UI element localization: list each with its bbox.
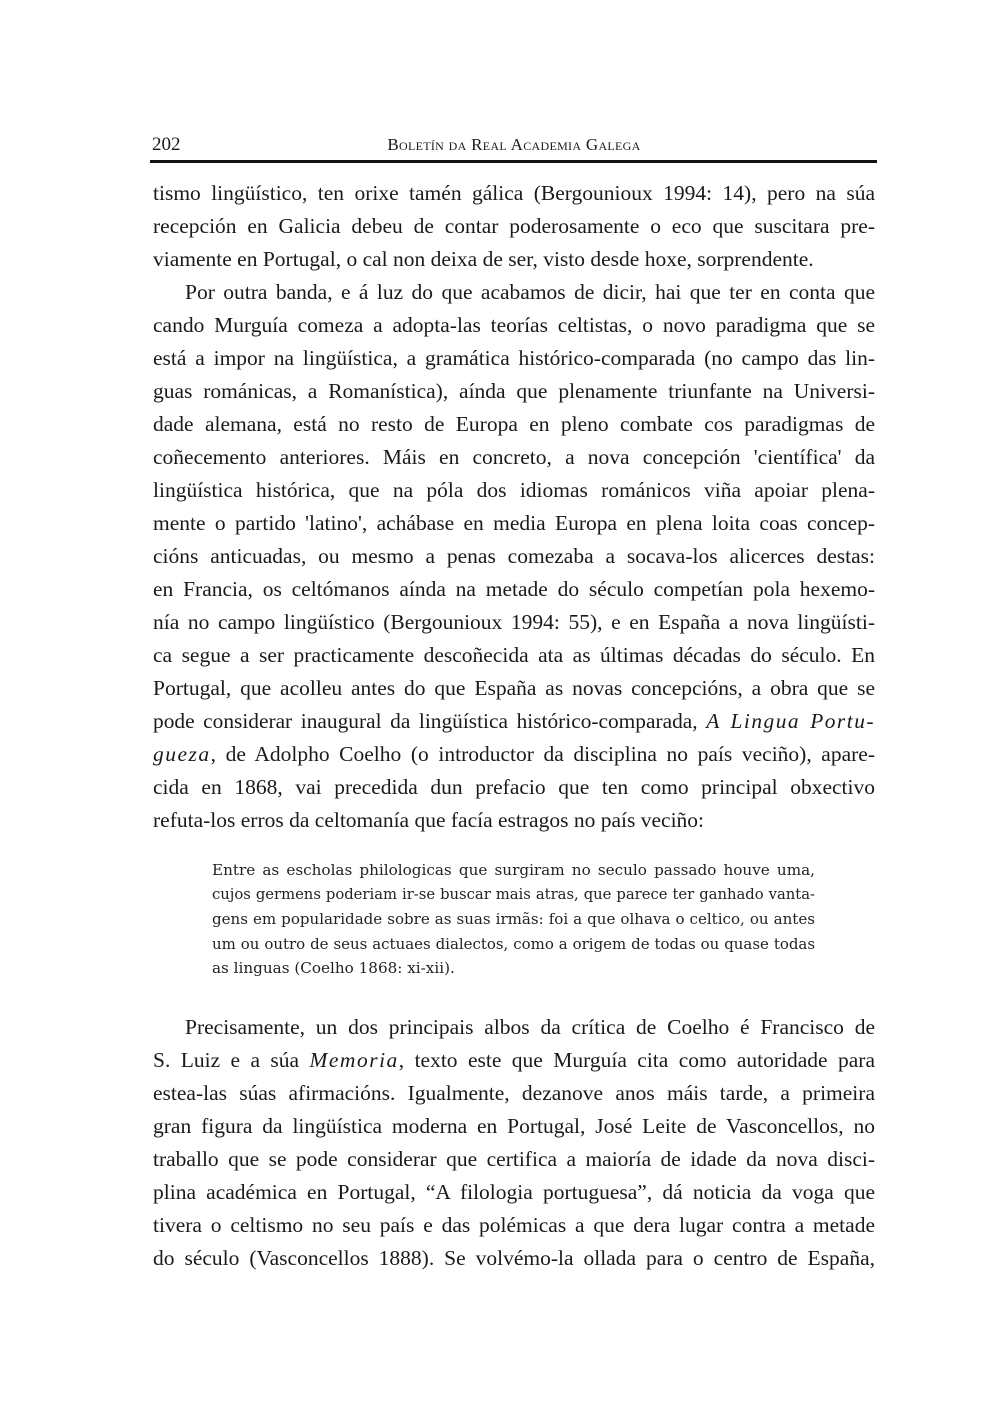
text-line: Precisamente, un dos principais albos da crítica de Coelho é Francisco de: [185, 1015, 875, 1039]
book-title: gueza: [153, 742, 211, 766]
book-title: A Lingua Portu-: [706, 709, 875, 733]
text-line: coñecemento anteriores. Máis en concreto, a nova concepción 'científica' da: [153, 445, 875, 469]
text-line: [153, 705, 875, 738]
text-line: tivera o celtismo no seu país e das polémicas a que dera lugar contra a metade: [153, 1213, 875, 1237]
paragraph-3: [153, 1011, 875, 1275]
paragraph-2: [153, 276, 875, 837]
text-line: ca segue a ser practicamente descoñecida ata as últimas décadas do século. En: [153, 643, 875, 667]
text-line: está a impor na lingüística, a gramática histórico-comparada (no campo das lin-: [153, 346, 875, 370]
quote-line: as linguas (Coelho 1868: xi-xii).: [212, 959, 455, 977]
text-line: dade alemana, está no resto de Europa en pleno combate cos paradigmas de: [153, 412, 875, 436]
body-text: [153, 177, 875, 837]
text-line: [153, 738, 875, 771]
text-run: pode considerar inaugural da lingüística histórico-comparada,: [153, 709, 707, 733]
text-line: Portugal, que acolleu antes do que España as novas concepcións, a obra que se: [153, 676, 875, 700]
book-title: Memoria: [309, 1048, 399, 1072]
text-line: recepción en Galicia debeu de contar poderosamente o eco que suscitara pre-: [153, 214, 875, 238]
quote-line: Entre as escholas philologicas que surgiram no seculo passado houve uma,: [212, 861, 815, 879]
text-line: lingüística histórica, que na póla dos idiomas románicos viña apoiar plena-: [153, 478, 875, 502]
text-line: viamente en Portugal, o cal non deixa de ser, visto desde hoxe, sorprendente.: [153, 247, 814, 271]
text-run: , texto este que Murguía cita como autoridade para: [398, 1048, 875, 1072]
quote-line: cujos germens poderiam ir-se buscar mais atras, que parece ter ganhado vanta-: [212, 885, 815, 903]
text-line: gran figura da lingüística moderna en Portugal, José Leite de Vasconcellos, no: [153, 1114, 875, 1138]
text-line: refuta-los erros da celtomanía que facía estragos no país veciño:: [153, 808, 705, 832]
text-line: cións anticuadas, ou mesmo a penas comezaba a socava-los alicerces destas:: [153, 544, 875, 568]
block-quote: [212, 858, 815, 981]
page-number: 202: [152, 134, 181, 155]
text-run: S. Luiz e a súa: [153, 1048, 310, 1072]
text-line: en Francia, os celtómanos aínda na metade do século competían pola hexemo-: [153, 577, 875, 601]
text-line: nía no campo lingüístico (Bergounioux 1994: 55), e en España a nova lingüísti-: [153, 610, 875, 634]
text-line: mente o partido 'latino', achábase en media Europa en plena loita coas concep-: [153, 511, 875, 535]
text-line: cida en 1868, vai precedida dun prefacio que ten como principal obxectivo: [153, 775, 875, 799]
quote-line: um ou outro de seus actuaes dialectos, como a origem de todas ou quase todas: [212, 934, 815, 953]
text-line: tismo lingüístico, ten orixe tamén gálica (Bergounioux 1994: 14), pero na súa: [153, 181, 875, 205]
text-line: guas románicas, a Romanística), aínda que plenamente triunfante na Universi-: [153, 379, 875, 403]
text-line: Por outra banda, e á luz do que acabamos de dicir, hai que ter en conta que: [185, 280, 875, 304]
text-line: traballo que se pode considerar que certifica a maioría de idade da nova disci-: [153, 1147, 875, 1171]
text-line: plina académica en Portugal, “A filologia portuguesa”, dá noticia da voga que: [153, 1180, 875, 1204]
text-line: cando Murguía comeza a adopta-las teorías celtistas, o novo paradigma que se: [153, 313, 875, 337]
text-line: estea-las súas afirmacións. Igualmente, dezanove anos máis tarde, a primeira: [153, 1081, 875, 1105]
text-line: do século (Vasconcellos 1888). Se volvémo-la ollada para o centro de España,: [153, 1246, 875, 1270]
quote-line: gens em popularidade sobre as suas irmãs: foi a que olhava o celtico, ou antes: [212, 910, 815, 928]
text-run: , de Adolpho Coelho (o introductor da disciplina no país veciño), apare-: [210, 742, 875, 766]
paragraph-1: [153, 177, 875, 276]
journal-title: Boletín da Real Academia Galega: [387, 135, 641, 154]
running-head: [152, 133, 876, 157]
header-rule: [150, 160, 877, 163]
text-line: [153, 1044, 875, 1077]
